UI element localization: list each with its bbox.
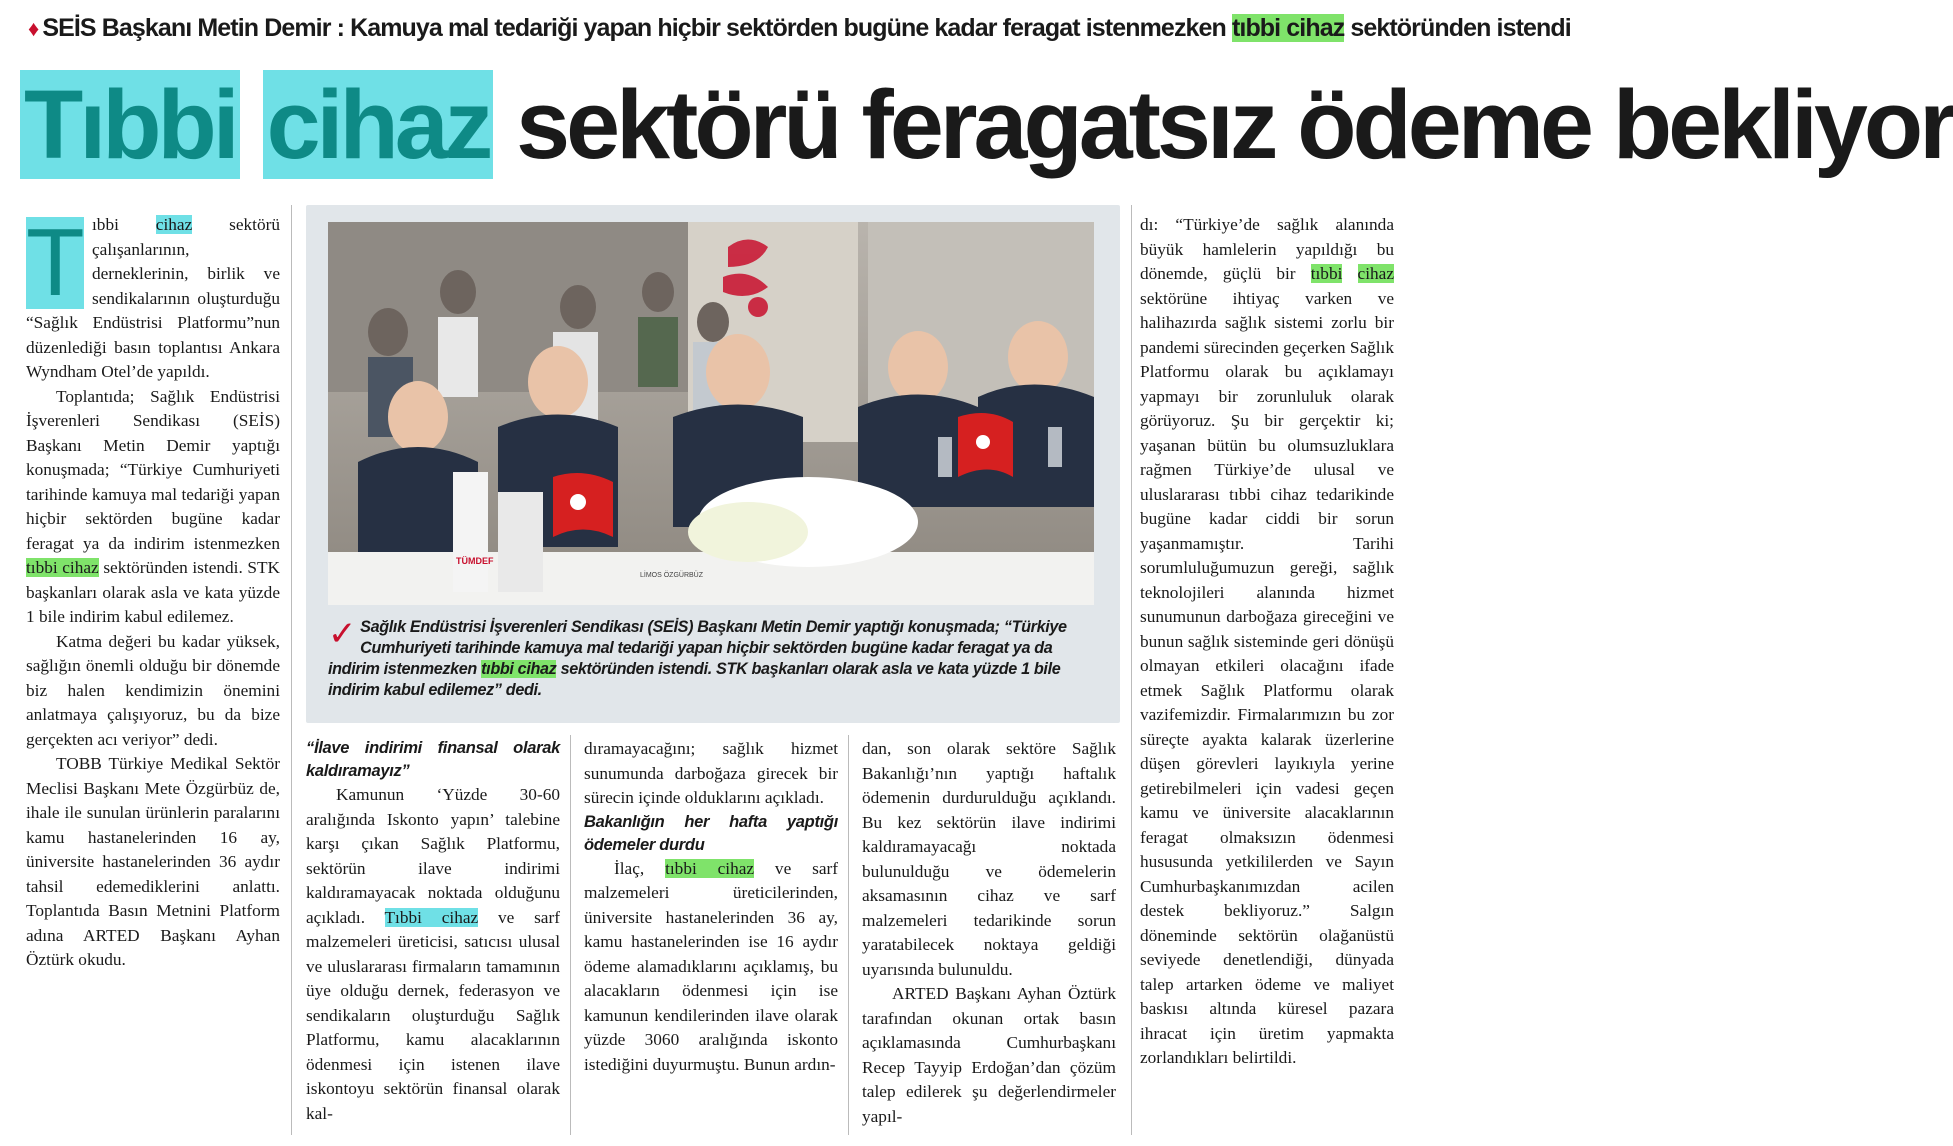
col3-subhead: Bakanlığın her hafta yaptığı ödemeler durdu xyxy=(584,812,838,854)
column-2 xyxy=(306,737,560,1126)
column-4 xyxy=(862,737,1116,1129)
drop-cap: T xyxy=(26,209,85,316)
tumdef-sign: TÜMDEF xyxy=(456,556,494,566)
column-divider xyxy=(1131,205,1132,1135)
col5-paragraph-1: dı: “Türkiye’de sağlık alanında büyük hamlelerin yapıldığı bu dönemde, güçlü bir tıbbi cihaz sektörüne ihtiyaç varken ve halihazırda sağlık sistemi zorlu bir pandemi sürecinden geçerken Sağlık Platformu olarak bu açıklamayı yapmayı bir zorunluluk olarak görüyoruz. Şu bir gerçektir ki; yaşanan bütün bu olumsuzluklara rağmen Türkiye’de ulusal ve uluslararası tıbbi cihaz tedarikinde bugüne kadar ciddi bir sorun yaşanmamıştır. Tarihi sorumluluğumuzun gereği, sağlık teknolojileri alanında hizmet sunumunun darboğaza gireceğini ve bunun sağlık sisteminde geri dönüşü olmayan etkileri olacağını ifade etmek Sağlık Platformu olarak vazifemizdir. Firmalarımızın bu zor süreçte ayakta kalarak üzerlerine düşen görevleri layıkıyla yerine getirebilmeleri için vadesi geçen kamu ve üniversite alacaklarının feragat olmaksızın ödenmesi hususunda yetkililerden ve Sayın Cumhurbaşkanımızdan acilen destek bekliyoruz.” Salgın döneminde sektörün olağanüstü seviyede denetlendiği, dünyada talep artarken ödeme ve maliyet baskısı altında küresel pazara ihracat için üretim yapmakta zorlandıkları belirtildi. xyxy=(1140,215,1394,1067)
kicker-highlight: tıbbi cihaz xyxy=(1231,14,1345,42)
red-check-icon: ✓ xyxy=(328,615,357,653)
col3-paragraph-1: dıramayacağını; sağlık hizmet sunumunda darboğaza girecek bir sürecin içinde olduklarını açıkladı. xyxy=(584,739,838,807)
headline-word-2: cihaz xyxy=(263,70,494,179)
photo-caption: ✓ Sağlık Endüstrisi İşverenleri Sendikası (SEİS) Başkanı Metin Demir yaptığı konuşmada; “Türkiye Cumhuriyeti tarihinde kamuya mal tedariği yapan hiçbir sektörden bugüne kadar feragat ya da indirim istenmezken tıbbi cihaz sektöründen istendi. STK başkanları olarak asla ve kata yüzde 1 bile indirim kabul edilemez” dedi. xyxy=(328,615,1067,699)
col4-paragraph-1: dan, son olarak sektöre Sağlık Bakanlığı’nın yaptığı haftalık ödemenin durdurulduğu açıklandı. Bu kez sektörün ilave indirimi kaldıramayacağı noktada bulunulduğu ve ödemelerin aksamasının cihaz ve sarf malzemeleri tedarikinde sorun yaratabilecek noktaya geldiği uyarısında bulunuldu. xyxy=(862,739,1116,979)
photo-illustration xyxy=(328,222,1094,605)
kicker-line xyxy=(28,10,1571,46)
red-diamond-icon: ♦ xyxy=(28,16,39,41)
headline xyxy=(20,70,1953,180)
column-3 xyxy=(584,737,838,1077)
col1-paragraph-4: TOBB Türkiye Medikal Sektör Meclisi Başkanı Mete Özgürbüz de, ihale ile sunulan ürünlerin paralarını kamu hastanelerinden 16 ay, üniversite hastanelerinden 36 aydır tahsil edemediklerini anlattı. Toplantıda Basın Metnini Platform adına ARTED Başkanı Ayhan Öztürk okudu. xyxy=(26,754,280,969)
column-divider xyxy=(848,735,849,1135)
col4-paragraph-2: ARTED Başkanı Ayhan Öztürk tarafından okunan ortak basın açıklamasında Cumhurbaşkanı Recep Tayyip Erdoğan’dan çözüm talep edilerek şu değerlendirmeler yapıl- xyxy=(862,984,1116,1126)
column-1 xyxy=(26,209,280,973)
headline-word-1: Tıbbi xyxy=(20,70,240,179)
kicker-prefix: SEİS Başkanı Metin Demir : Kamuya mal tedariği yapan hiçbir sektörden bugüne kadar feragat istenmezken xyxy=(42,14,1232,42)
col2-subhead: “İlave indirimi finansal olarak kaldıramayız” xyxy=(306,739,560,780)
col3-paragraph-2: İlaç, tıbbi cihaz ve sarf malzemeleri üreticilerinden, üniversite hastanelerinden 36 ay, kamu hastanelerinden ise 16 aydır ödeme alamadıklarını açıklamış, bu alacakların ödenmesi için ise kamunun kendilerinden ilave olarak yüzde 3060 aralığında iskonto istediğini duyurmuştu. Bunun ardın- xyxy=(584,858,838,1074)
col2-paragraph-1: Kamunun ‘Yüzde 30-60 aralığında Iskonto yapın’ talebine karşı çıkan Sağlık Platformu, sektörün ilave indirimi kaldıramayacak noktada olduğunu açıkladı. Tıbbi cihaz ve sarf malzemeleri üreticisi, satıcısı ulusal ve uluslararası firmaların tamamının üye olduğu dernek, federasyon ve sendikaların oluşturduğu Sağlık Platformu, kamu alacaklarının ödenmesi için istenen ilave iskontoyu sektörün finansal olarak kal- xyxy=(306,785,560,1123)
photo-box xyxy=(306,205,1120,723)
press-conference-photo xyxy=(328,222,1094,605)
column-5 xyxy=(1140,213,1394,1071)
col1-paragraph-3: Katma değeri bu kadar yüksek, sağlığın önemli olduğu bir dönemde biz halen kendimizin önemini anlatmaya çalışıyoruz, bu da bize gerçekten acı veriyor” dedi. xyxy=(26,631,280,749)
column-divider xyxy=(570,735,571,1135)
col1-paragraph-1: T ıbbi cihaz sektörü çalışanlarının, derneklerinin, birlik ve sendikalarının oluşturduğu “Sağlık Endüstrisi Platformu”nun düzenlediği basın toplantısı Ankara Wyndham Otel’de yapıldı. xyxy=(26,209,280,381)
name-card: LİMOS ÖZGÜRBÜZ xyxy=(640,572,704,579)
col1-paragraph-2: Toplantıda; Sağlık Endüstrisi İşverenleri Sendikası (SEİS) Başkanı Metin Demir yaptığı konuşmada; “Türkiye Cumhuriyeti tarihinde kamuya mal tedariği yapan hiçbir sektörden bugüne kadar feragat ya da indirim istenmezken tıbbi cihaz sektöründen istendi. STK başkanları olarak asla ve kata yüzde 1 bile indirim kabul edilemez. xyxy=(26,386,280,626)
kicker-suffix: sektöründen istendi xyxy=(1344,14,1571,42)
headline-rest: sektörü feragatsız ödeme bekliyor xyxy=(516,70,1953,179)
column-divider xyxy=(291,205,292,1135)
